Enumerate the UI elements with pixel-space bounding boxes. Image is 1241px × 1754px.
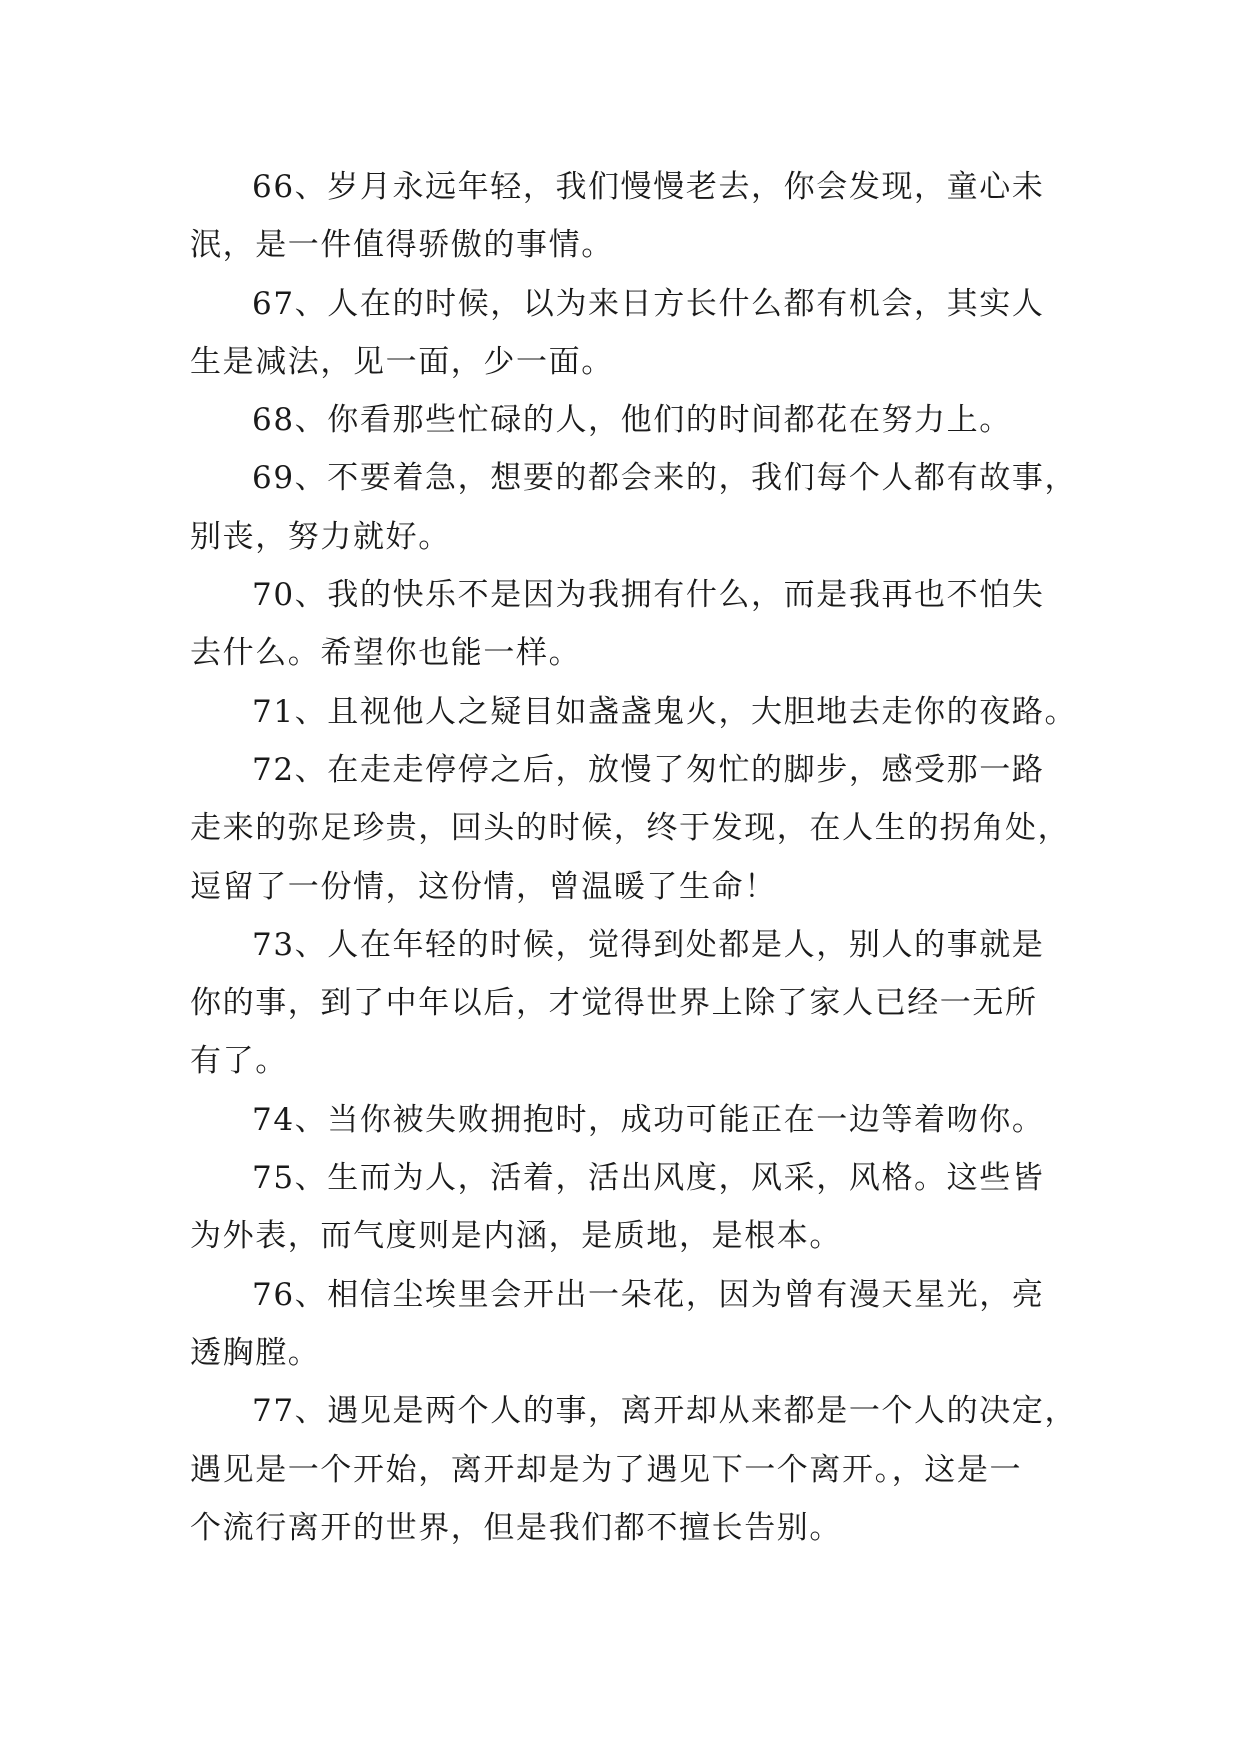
quote-continuation-line: 你的事，到了中年以后，才觉得世界上除了家人已经一无所	[190, 985, 1038, 1022]
quote-continuation-line: 为外表，而气度则是内涵，是质地，是根本。	[190, 1218, 842, 1255]
quote-continuation-line: 有了。	[190, 1043, 288, 1080]
quote-text-block	[190, 158, 1090, 1557]
quote-first-line: 68、你看那些忙碌的人，他们的时间都花在努力上。	[252, 402, 1012, 439]
quote-continuation-line: 透胸膛。	[190, 1334, 321, 1371]
quote-first-line: 77、遇见是两个人的事，离开却从来都是一个人的决定，	[252, 1393, 1078, 1430]
quote-continuation-line: 个流行离开的世界，但是我们都不擅长告别。	[190, 1509, 842, 1546]
quote-continuation-line: 去什么。希望你也能一样。	[190, 635, 582, 672]
quote-first-line: 66、岁月永远年轻，我们慢慢老去，你会发现，童心未	[252, 169, 1045, 205]
quote-first-line: 71、且视他人之疑目如盏盏鬼火，大胆地去走你的夜路。	[252, 693, 1078, 730]
quote-first-line: 72、在走走停停之后，放慢了匆忙的脚步，感受那一路	[252, 751, 1045, 788]
quote-continuation-line: 别丧，努力就好。	[190, 518, 451, 555]
quote-continuation-line: 生是减法，见一面，少一面。	[190, 343, 614, 380]
quote-first-line: 70、我的快乐不是因为我拥有什么，而是我再也不怕失	[252, 577, 1045, 614]
quote-first-line: 67、人在的时候，以为来日方长什么都有机会，其实人	[252, 285, 1045, 322]
quote-first-line: 73、人在年轻的时候，觉得到处都是人，别人的事就是	[252, 926, 1045, 963]
quote-first-line: 74、当你被失败拥抱时，成功可能正在一边等着吻你。	[252, 1101, 1045, 1138]
quote-continuation-line: 走来的弥足珍贵，回头的时候，终于发现，在人生的拐角处，	[190, 810, 1071, 847]
quote-first-line: 76、相信尘埃里会开出一朵花，因为曾有漫天星光，亮	[252, 1276, 1045, 1313]
quote-continuation-line: 泯，是一件值得骄傲的事情。	[190, 227, 614, 264]
quote-continuation-line: 遇见是一个开始，离开却是为了遇见下一个离开。，这是一	[190, 1451, 1023, 1488]
quote-first-line: 75、生而为人，活着，活出风度，风采，风格。这些皆	[252, 1160, 1045, 1197]
quote-continuation-line: 逗留了一份情，这份情，曾温暖了生命！	[190, 868, 777, 905]
quote-first-line: 69、不要着急，想要的都会来的，我们每个人都有故事，	[252, 460, 1078, 497]
